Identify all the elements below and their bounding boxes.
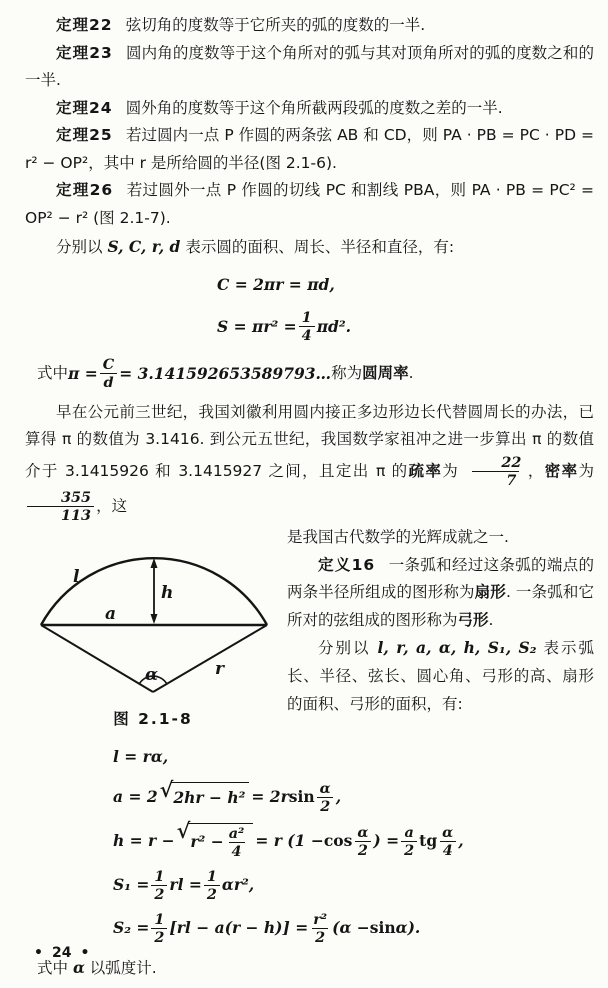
formula-chord-length <box>25 777 594 815</box>
theorem-22-label: 定理22 <box>56 16 113 34</box>
history-text-2: 为 <box>442 462 466 481</box>
formula-sector-area <box>25 868 594 903</box>
theorem-24-text: 圆外角的度数等于这个角所截两段弧的度数之差的一半. <box>125 98 503 117</box>
fraction-c-over-d: $\frac{C}{d}$ <box>100 356 117 391</box>
history-text-1: 早在公元前三世纪，我国刘徽利用圆内接正多边形边长代替圆周长的办法，已算得 π 的数值为 3.1416. 到公元五世纪，我国数学家祖冲之进一步算出 π 的数值介于 3.1415926 和 3.1415927 之间，且定出 π 的 <box>25 402 594 481</box>
theorem-23-text: 圆内角的度数等于这个角所对的弧与其对顶角所对的弧的度数之和的一半. <box>25 43 594 90</box>
pi-def-label-2: 称为 <box>331 363 363 382</box>
cos-function: cos <box>323 831 353 851</box>
definition-text-3: . <box>488 610 494 629</box>
note-text-2: 以弧度计. <box>84 958 157 977</box>
label-alpha: α <box>145 665 159 686</box>
segment-term-bold: 弓形 <box>457 610 489 629</box>
sector-area-mid: rl = <box>169 875 202 895</box>
label-height: h <box>161 583 174 604</box>
segment-area-mid2: (α − <box>332 918 370 938</box>
pi-value: = 3.141592653589793… <box>119 363 332 383</box>
history-continuation: 是我国古代数学的光辉成就之一. <box>287 528 509 547</box>
segment-area-mid: [rl − a(r − h)] = <box>169 918 309 938</box>
note-alpha: α <box>72 957 85 977</box>
fraction-one-fourth: $\frac{1}{4}$ <box>299 309 315 344</box>
history-text-4: 为 <box>578 462 594 481</box>
vars-symbols: l, r, a, α, h, S₁, S₂ <box>377 638 537 658</box>
fraction-alpha-2b: $\frac{\alpha}{2}$ <box>354 824 371 859</box>
formula-circumference <box>25 271 594 299</box>
circumference-equation: C = 2πr = πd, <box>217 275 335 295</box>
label-radius: r <box>215 659 224 680</box>
height-eq-mid1: = r (1 − <box>255 831 324 851</box>
definition-16-label: 定义16 <box>318 555 376 574</box>
theorem-26-text: 若过圆外一点 P 作圆的切线 PC 和割线 PBA，则 PA · PB = PC² = OP² − r² (图 2.1-7). <box>25 181 594 228</box>
sector-area-post: αr², <box>221 875 255 895</box>
height-arrowhead-bottom <box>151 614 158 624</box>
theorem-26-label: 定理26 <box>56 181 114 200</box>
area-equation-post: πd². <box>316 316 352 336</box>
theorem-23-label: 定理23 <box>56 43 113 62</box>
theorem-24-label: 定理24 <box>56 98 113 117</box>
segment-area-pre: S₂ = <box>113 918 150 938</box>
chord-eq-pre: a = 2 <box>113 787 158 807</box>
fraction-1-2a: $\frac{1}{2}$ <box>151 868 167 903</box>
radical-sign: √ <box>159 777 174 803</box>
area-equation-pre: S = πr² = <box>217 316 297 336</box>
footer-dot-left: • <box>34 945 43 962</box>
history-text-5: ，这 <box>96 497 128 516</box>
milv-bold: 密率 <box>544 462 579 481</box>
pi-def-label: 式中 <box>37 363 69 382</box>
definition-text-1: 一条弧和经过这条弧的端点的两条半径所组成的图形称为 <box>287 555 594 602</box>
vars-text-1: 分别以 <box>318 639 378 658</box>
fraction-r2-2: $\frac{\text{r²}}{2}$ <box>313 910 328 946</box>
definition-text-2: . 一条弧和它所对的弦组成的图形称为 <box>287 583 594 629</box>
vars-text-2: 表示弧长、半径、弦长、圆心角、弓形的高、扇形的面积、弓形的面积，有: <box>287 639 594 713</box>
page-number <box>34 941 98 966</box>
height-arrowhead-top <box>151 558 158 568</box>
theorem-22-text: 弦切角的度数等于它所夹的弧的度数的一半. <box>125 16 426 34</box>
arc-length-equation: l = rα, <box>113 746 169 766</box>
height-eq-post: , <box>458 831 464 851</box>
radical-chord: √ 2hr − h² <box>160 782 250 812</box>
fraction-355-113: $\frac{355}{113}$ <box>27 489 94 524</box>
chord-eq-mid: = 2r <box>251 787 289 807</box>
radical-sign: √ <box>176 817 191 843</box>
radius-line-left <box>41 625 153 692</box>
figure-2-1-8 <box>25 540 281 734</box>
formula-circle-area <box>25 309 594 344</box>
theorem-23 <box>25 40 594 95</box>
formula-segment-height <box>25 817 594 860</box>
chord-eq-post: , <box>335 787 342 807</box>
sector-diagram <box>25 540 281 700</box>
theorem-25-label: 定理25 <box>56 126 113 145</box>
height-eq-pre: h = r − <box>113 831 175 851</box>
pi-def-math-1: π = <box>68 363 98 383</box>
formula-segment-area <box>25 911 594 946</box>
fraction-a-2: $\frac{a}{2}$ <box>401 824 417 859</box>
sector-term-bold: 扇形 <box>474 583 506 602</box>
intro-text-2: 表示圆的面积、周长、半径和直径，有: <box>180 237 455 256</box>
height-eq-mid2: ) = <box>373 831 400 851</box>
fraction-1-2c: $\frac{1}{2}$ <box>151 911 167 946</box>
label-arc-length: l <box>73 567 80 588</box>
pi-history-paragraph <box>25 399 594 524</box>
radius-line-right <box>153 625 267 692</box>
label-chord: a <box>105 604 117 625</box>
sin-function: sin <box>288 787 315 807</box>
sin-function-2: sin <box>369 918 396 938</box>
fraction-a2-4: $\frac{\text{a²}}{4}$ <box>228 824 245 860</box>
theorem-25 <box>25 122 594 177</box>
theorem-25-text: 若过圆内一点 P 作圆的两条弦 AB 和 CD，则 PA · PB = PC · PD = r² − OP²，其中 r 是所给圆的半径(图 2.1-6). <box>25 126 594 172</box>
footer-number: 24 <box>51 945 72 962</box>
radical-height: √ r² − $\frac{\text{a²}}{4}$ <box>177 823 254 860</box>
pi-def-end: . <box>408 363 414 382</box>
history-text-3: ， <box>526 462 545 481</box>
footer-dot-right: • <box>80 945 90 962</box>
theorem-24 <box>25 95 594 123</box>
pi-definition-line <box>25 356 594 391</box>
sector-area-pre: S₁ = <box>113 875 150 895</box>
theorem-22 <box>25 12 594 40</box>
intro-text-1: 分别以 <box>56 237 108 256</box>
fraction-alpha-4: $\frac{\alpha}{4}$ <box>439 824 456 859</box>
formula-arc-length <box>25 742 594 772</box>
fraction-22-7: $\frac{22}{7}$ <box>467 454 524 489</box>
fraction-alpha-2: $\frac{\alpha}{2}$ <box>317 780 334 815</box>
intro-variables: S, C, r, d <box>107 236 181 256</box>
radian-note <box>25 954 594 983</box>
tg-function: tg <box>419 831 438 851</box>
shulv-bold: 疏率 <box>408 462 443 481</box>
segment-area-post: α). <box>395 918 421 938</box>
theorem-26 <box>25 177 594 232</box>
note-text-1: 式中 <box>37 958 73 977</box>
fraction-1-2b: $\frac{1}{2}$ <box>204 868 220 903</box>
pi-term-bold: 圆周率 <box>362 363 409 382</box>
circle-intro-line <box>25 233 594 262</box>
figure-caption: 图 2.1-8 <box>113 710 193 729</box>
